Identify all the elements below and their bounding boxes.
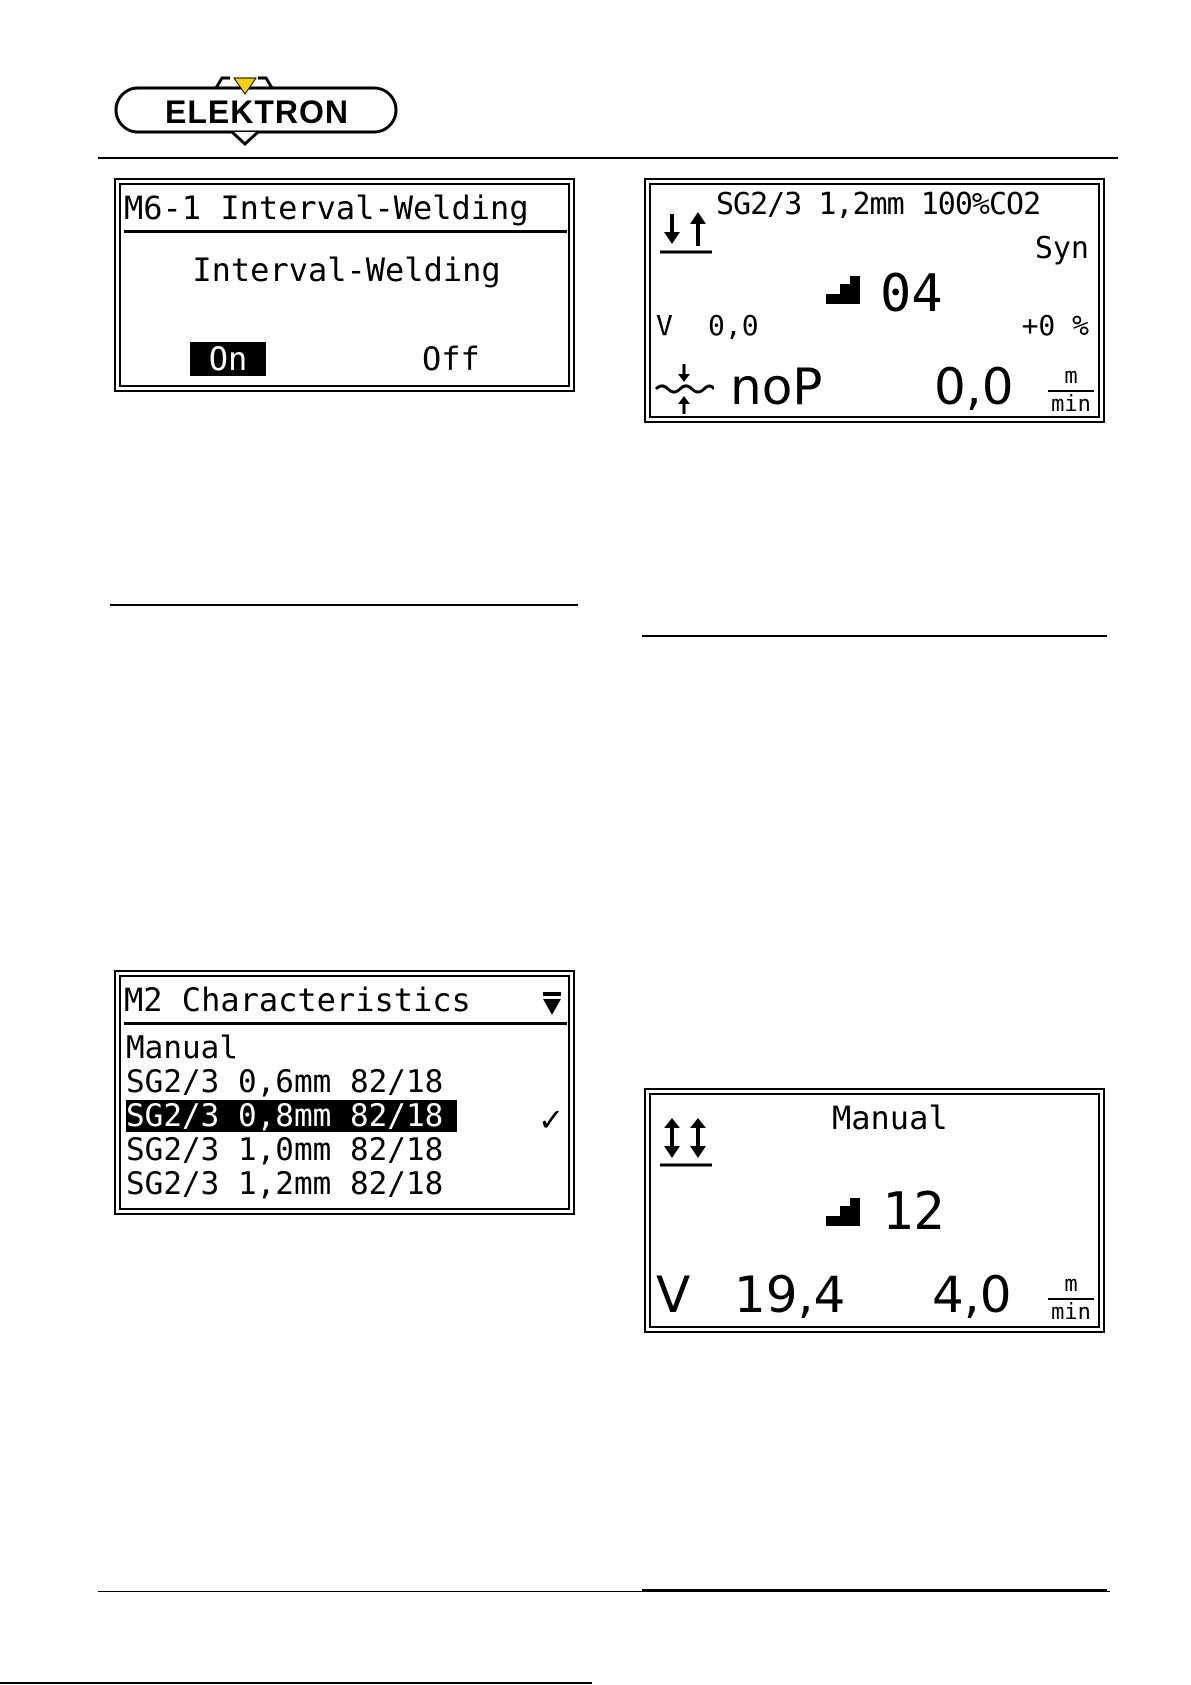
voltage-label: V xyxy=(656,1266,691,1324)
option-off-button[interactable]: Off xyxy=(422,340,480,378)
mode-title: Manual xyxy=(832,1099,948,1137)
setting-label: Interval-Welding xyxy=(192,251,501,289)
unit-top: m xyxy=(1064,364,1078,389)
lcd-interval-welding xyxy=(114,178,575,392)
logo-text: ELEKTRON xyxy=(165,94,349,130)
wire-speed-value: 4,0 xyxy=(932,1266,1012,1324)
lcd-synergic xyxy=(644,178,1105,423)
characteristic-list-item[interactable]: SG2/3 0,8mm 82/18 xyxy=(126,1100,457,1132)
selected-check-icon: ✓ xyxy=(540,1099,562,1140)
wire-feed-icon xyxy=(654,364,714,414)
footer-rule-left xyxy=(98,1591,1110,1592)
section-rule-right xyxy=(642,635,1107,637)
title-divider xyxy=(124,230,567,233)
down-down-arrows-icon xyxy=(658,1118,714,1168)
program-step-icon xyxy=(826,1198,860,1226)
footer-rule-right xyxy=(642,1589,1107,1591)
scroll-down-icon[interactable] xyxy=(542,992,562,1016)
characteristic-list-item[interactable]: Manual xyxy=(126,1030,238,1066)
option-on-button[interactable]: On xyxy=(190,342,266,376)
lcd-characteristics xyxy=(114,970,575,1215)
wire-speed-value: 0,0 xyxy=(934,358,1014,416)
page-bottom-rule xyxy=(0,1682,592,1684)
title-divider xyxy=(124,1022,567,1025)
unit-top: m xyxy=(1064,1272,1078,1297)
program-step-icon xyxy=(826,276,860,304)
wire-speed-unit xyxy=(1048,1274,1094,1324)
voltage-label: V xyxy=(656,309,673,342)
unit-bottom: min xyxy=(1051,1300,1091,1325)
wire-speed-unit xyxy=(1048,366,1094,416)
elektron-logo xyxy=(112,72,402,146)
program-value: 04 xyxy=(880,264,943,324)
up-down-arrows-icon xyxy=(658,210,714,256)
characteristic-list-item[interactable]: SG2/3 1,2mm 82/18 xyxy=(126,1166,444,1202)
unit-bottom: min xyxy=(1051,392,1091,417)
voltage-value: 0,0 xyxy=(708,309,759,342)
wire-state: noP xyxy=(730,358,823,416)
lcd-manual xyxy=(644,1088,1105,1333)
characteristic-list-item[interactable]: SG2/3 1,0mm 82/18 xyxy=(126,1132,444,1168)
characteristic-list-item[interactable]: SG2/3 0,6mm 82/18 xyxy=(126,1064,444,1100)
screen-title: M2 Characteristics xyxy=(124,981,471,1019)
program-value: 12 xyxy=(882,1182,945,1242)
screen-title: M6-1 Interval-Welding xyxy=(124,189,529,227)
mode-label: Syn xyxy=(1034,231,1089,266)
section-rule-left xyxy=(110,604,578,606)
correction-value: +0 % xyxy=(1021,309,1089,342)
header-rule xyxy=(98,157,1118,159)
voltage-value: 19,4 xyxy=(734,1266,846,1324)
characteristic-line: SG2/3 1,2mm 100%CO2 xyxy=(716,187,1041,222)
